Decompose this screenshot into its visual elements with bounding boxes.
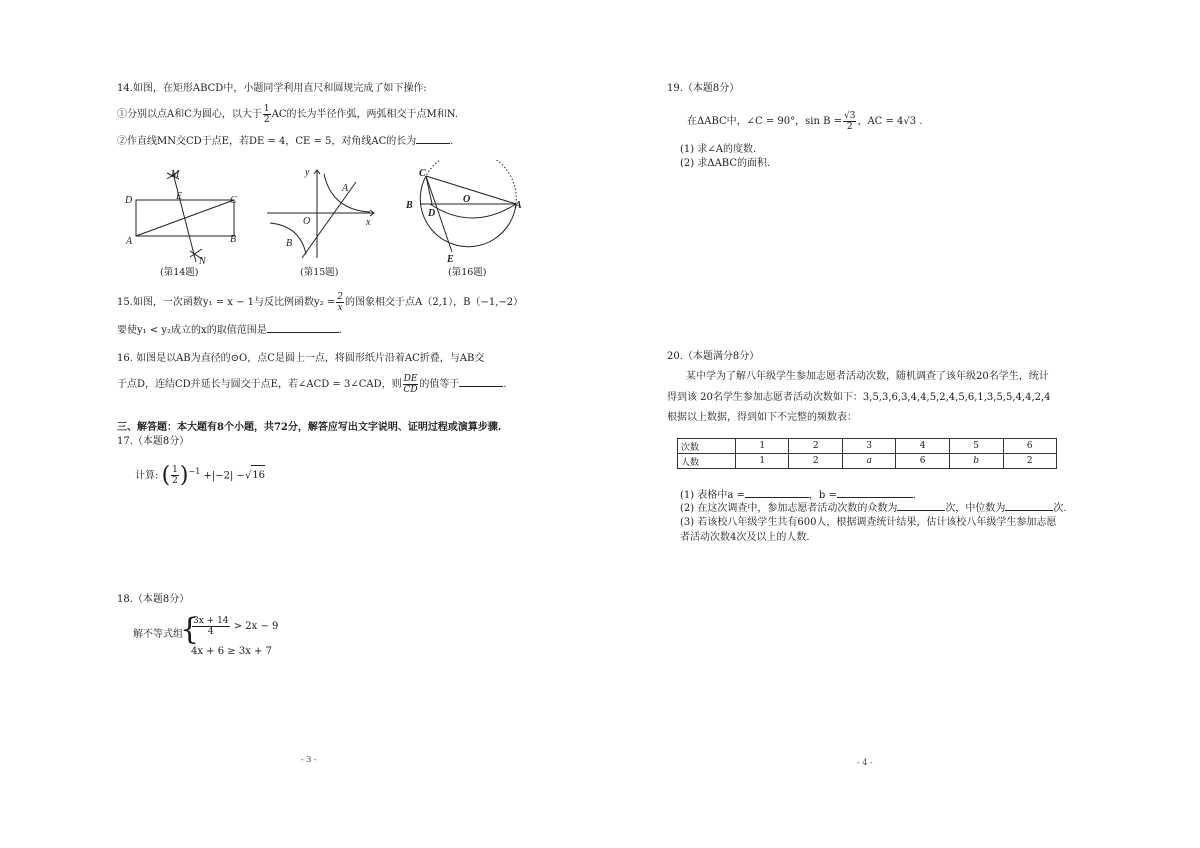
q20-para2: 得到该 20名学生参加志愿者活动次数如下：3,5,3,6,3,4,4,5,2,4,5,6,1,3,5,5,4,4,2,4 <box>667 392 1051 403</box>
fig14-label-m: M <box>171 169 180 180</box>
q20-sub3-line2: 者活动次数4次及以上的人数. <box>680 532 810 543</box>
table-cell: 1 <box>736 454 789 469</box>
q18-header: 18.（本题8分） <box>117 594 190 605</box>
q14-line2: ①分别以点A和C为圆心，以大于 $\frac{1}{2}$ AC的长为半径作弧，两弧相交于点M和N. <box>117 104 459 125</box>
q19-sub2: (2) 求ΔABC的面积. <box>680 158 771 169</box>
q14-line1: 14.如图，在矩形ABCD中，小题同学利用直尺和圆规完成了如下操作: <box>117 83 427 94</box>
q20-para3: 根据以上数据，得到如下不完整的频数表： <box>667 412 857 423</box>
fig15-label-a: A <box>342 183 349 194</box>
fig16-label-o: O <box>463 194 471 205</box>
fig15-label-x: x <box>366 217 371 228</box>
fig16-label-b: B <box>406 200 413 211</box>
table-cell: a <box>842 454 895 469</box>
section-3-heading: 三、解答题：本大题有8个小题，共72分，解答应写出文字说明、证明过程或演算步骤. <box>117 422 502 433</box>
table-cell: 6 <box>1003 439 1056 454</box>
q17-header: 17.（本题8分） <box>117 436 190 447</box>
fig15-label-o: O <box>303 216 311 227</box>
q19-sub1: (1) 求∠A的度数. <box>680 144 757 155</box>
table-cell: 4 <box>896 439 949 454</box>
q18-brace: { <box>180 612 200 647</box>
q18-inequality-2: 4x + 6 ≥ 3x + 7 <box>191 646 272 657</box>
q16-line1: 16. 如图是以AB为直径的⊙O，点C是圆上一点，将圆形纸片沿着AC折叠，与AB交 <box>117 353 485 364</box>
table-cell: 2 <box>1003 454 1056 469</box>
q20-para1: 某中学为了解八年级学生参加志愿者活动次数，随机调查了该年级20名学生，统计 <box>686 371 1049 382</box>
q20-header: 20.（本题满分8分） <box>667 351 760 362</box>
fig14-label-a: A <box>126 236 133 247</box>
q16-line2: 于点D，连结CD并延长与圆交于点E，若∠ACD = 3∠CAD，则 $\frac{DE}{CD}$ 的值等于 . <box>117 374 507 395</box>
q19-given: 在ΔABC中，∠C = 90°，sin B = $\frac{√3}{2}$ ，AC = 4√3 . <box>687 111 923 132</box>
fig15-label-b: B <box>286 238 293 249</box>
page-number-right: - 4 - <box>857 758 873 767</box>
q18-inequality-1: $\frac{3x + 14}{4}$ > 2x − 9 <box>193 616 279 637</box>
q20-sub1: (1) 表格中a = ，b = . <box>680 490 917 501</box>
fig16-label-c: C <box>419 168 426 179</box>
table-cell: 6 <box>896 454 949 469</box>
table-row <box>678 439 1057 454</box>
table-cell: 次数 <box>678 439 736 454</box>
q18-label: 解不等式组 <box>133 629 183 640</box>
table-cell: 2 <box>789 454 842 469</box>
fig14-label-b: B <box>230 234 237 245</box>
q17-expression: 计算: ( $\frac{1}{2}$ )$^{-1}$ +|−2| −√16 <box>135 462 266 488</box>
fig15-label-y: y <box>305 167 310 178</box>
figure-16 <box>402 160 532 264</box>
fig14-label-c: C <box>230 195 237 206</box>
figure-14 <box>118 165 253 275</box>
fig14-label-n: N <box>199 256 206 267</box>
q19-header: 19.（本题8分） <box>667 83 740 94</box>
fig16-label-a: A <box>515 200 522 211</box>
page-number-left: - 3 - <box>301 755 317 764</box>
table-row <box>678 454 1057 469</box>
q15-line2: 要使y₁ < y₂成立的x的取值范围是 . <box>117 325 342 336</box>
frequency-table <box>677 438 1057 469</box>
fig14-label-e: E <box>176 191 183 202</box>
q20-sub3-line1: (3) 若该校八年级学生共有600人，根据调查统计结果，估计该校八年级学生参加志愿 <box>680 517 1057 528</box>
figure-15 <box>262 162 382 262</box>
fig16-caption: (第16题) <box>448 267 487 278</box>
table-cell: 1 <box>736 439 789 454</box>
fig14-label-d: D <box>125 195 133 206</box>
table-cell: 3 <box>842 439 895 454</box>
q20-sub2: (2) 在这次调查中，参加志愿者活动次数的众数为 次，中位数为 次. <box>680 503 1067 514</box>
table-cell: 2 <box>789 439 842 454</box>
q14-line3: ②作直线MN交CD于点E，若DE = 4，CE = 5，对角线AC的长为 . <box>117 136 454 147</box>
fig15-caption: (第15题) <box>300 267 339 278</box>
table-cell: b <box>949 454 1003 469</box>
fig16-label-e: E <box>447 254 454 264</box>
q15-line1: 15.如图，一次函数y₁ = x − 1与反比例函数y₂ = $\frac{2}{x}$ 的图象相交于点A（2,1），B（−1,−2） <box>117 292 524 313</box>
fig16-label-d: D <box>428 208 436 219</box>
table-cell: 5 <box>949 439 1003 454</box>
fig14-caption: (第14题) <box>160 267 199 278</box>
table-cell: 人数 <box>678 454 736 469</box>
